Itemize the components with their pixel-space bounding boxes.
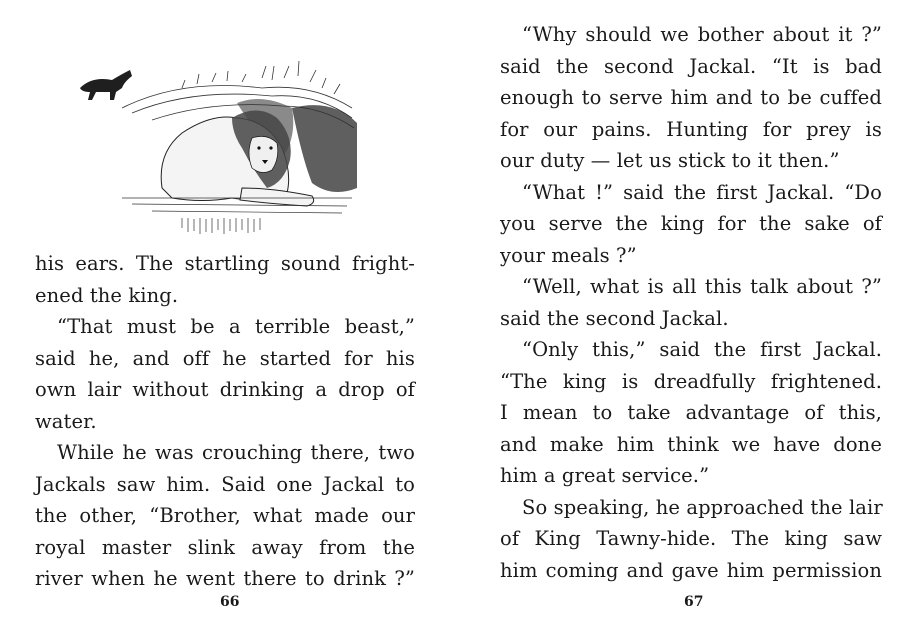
text-line: ened the king. — [35, 283, 179, 307]
text-line: While he was crouching there, two — [57, 441, 415, 464]
text-line: the other, “Brother, what made our — [35, 504, 415, 527]
text-line: his ears. The startling sound fright- — [35, 252, 415, 275]
left-page — [0, 0, 450, 621]
lion-crouching-illustration — [62, 48, 362, 238]
right-page — [450, 0, 901, 621]
text-line: him a great service.” — [500, 464, 710, 487]
text-line: “That must be a terrible beast,” — [57, 315, 415, 338]
text-line: you serve the king for the sake of — [500, 212, 882, 235]
text-line: “Only this,” said the first Jackal. — [522, 338, 882, 361]
text-line: “Why should we bother about it ?” — [522, 23, 882, 46]
text-line: “Well, what is all this talk about ?” — [522, 275, 882, 298]
text-line: and make him think we have done — [500, 432, 882, 456]
text-line: our duty — let us stick to it then.” — [500, 149, 840, 172]
text-line: for our pains. Hunting for prey is — [500, 117, 882, 141]
page-number: 67 — [684, 594, 704, 610]
text-line: “The king is dreadfully frightened. — [500, 369, 882, 393]
text-line: Jackals saw him. Said one Jackal to — [35, 472, 415, 496]
text-line: river when he went there to drink ?” — [35, 567, 415, 590]
text-line: “What !” said the first Jackal. “Do — [522, 180, 882, 204]
left-page-body-text — [35, 248, 415, 595]
right-page-body-text — [500, 19, 882, 586]
text-line: of King Tawny-hide. The king saw — [500, 527, 882, 550]
text-line: I mean to take advantage of this, — [500, 401, 882, 424]
text-line: own lair without drinking a drop of — [35, 378, 415, 401]
text-line: royal master slink away from the — [35, 535, 415, 559]
text-line: enough to serve him and to be cuffed — [500, 86, 882, 109]
text-line: So speaking, he approached the lair — [522, 495, 883, 519]
page-number: 66 — [220, 594, 240, 610]
text-line: him coming and gave him permission — [500, 558, 882, 582]
text-line: water. — [35, 409, 97, 433]
text-line: said he, and off he started for his — [35, 346, 415, 370]
text-line: said the second Jackal. — [500, 306, 729, 330]
text-line: your meals ?” — [500, 243, 637, 267]
text-line: said the second Jackal. “It is bad — [500, 54, 882, 78]
